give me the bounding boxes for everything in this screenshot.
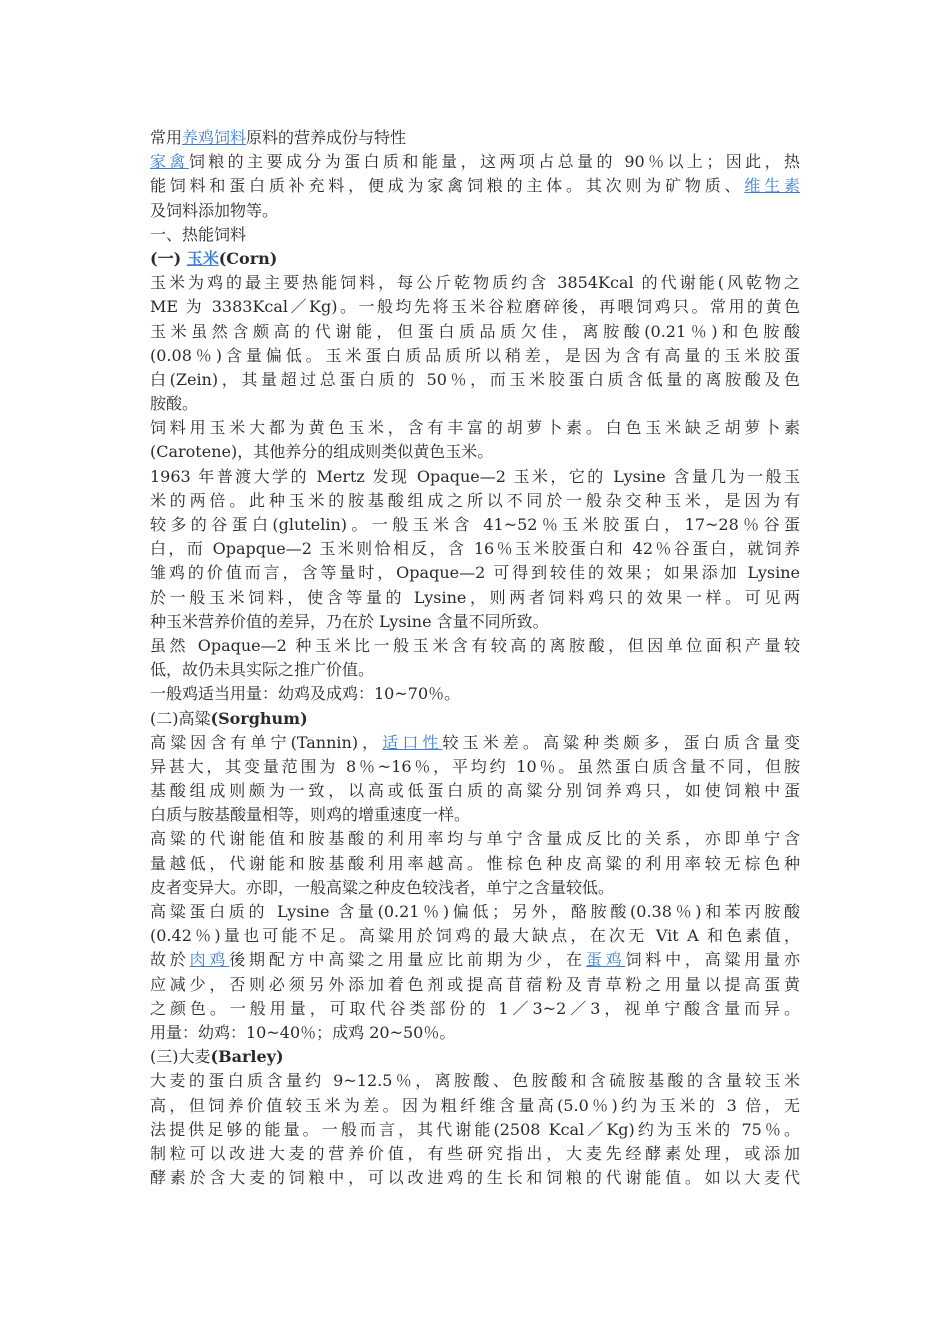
text-line: 雏鸡的价值而言，含等量时，Opaque—2 可得到较佳的效果；如果添加 Lysine	[150, 563, 800, 583]
text-line: 胺酸。	[150, 394, 199, 414]
text-line: 白(Zein)，其量超过总蛋白质的 50％，而玉米胶蛋白质含低量的离胺酸及色	[150, 369, 800, 389]
corn-link[interactable]: 玉米	[186, 248, 219, 268]
heading-text: (三)大麦	[150, 1047, 211, 1067]
text-line: 应减少，否则必须另外添加着色剂或提高苜蓿粉及青草粉之用量以提高蛋黄	[150, 974, 800, 994]
body-text: 高粱因含有单宁(Tannin)，	[150, 732, 383, 752]
intro-text: 及饲料添加物等。	[150, 200, 279, 220]
body-text: 饲料中，高粱用量亦	[625, 950, 800, 970]
text-line: 玉米为鸡的最主要热能饲料，每公斤乾物质约含 3854Kcal 的代谢能(风乾物之	[150, 273, 800, 293]
intro-line	[150, 174, 800, 198]
text-line: (0.08％)含量偏低。玉米蛋白质品质所以稍差，是因为含有高量的玉米胶蛋	[150, 345, 800, 365]
text-line: 酵素於含大麦的饲粮中，可以改进鸡的生长和饲粮的代谢能值。如以大麦代	[150, 1168, 800, 1188]
sorghum-section-rest	[150, 973, 800, 1046]
text-line: 大麦的蛋白质含量约 9~12.5％，离胺酸、色胺酸和含硫胺基酸的含量较玉米	[150, 1071, 800, 1091]
text-line: 於一般玉米饲料，使含等量的 Lysine，则两者饲料鸡只的效果一样。可见两	[150, 587, 800, 607]
barley-section	[150, 1069, 800, 1190]
heading-text: (二)高粱	[150, 708, 211, 728]
text-line: 较多的谷蛋白(glutelin)。一般玉米含 41~52％玉米胶蛋白，17~28％谷蛋	[150, 515, 800, 534]
text-line: 白，而 Opapque—2 玉米则恰相反，含 16％玉米胶蛋白和 42％谷蛋白，就饲养	[150, 539, 800, 559]
text-line: 法提供足够的能量。一般而言，其代谢能(2508 Kcal／Kg)约为玉米的 75％。	[150, 1119, 800, 1139]
document-page	[150, 126, 800, 1190]
text-line: (Carotene)，其他养分的组成则类似黄色玉米。	[150, 442, 494, 462]
text-line: 白质与胺基酸量相等，则鸡的增重速度一样。	[150, 805, 471, 825]
body-text: 故於	[150, 950, 190, 970]
text-line: 之颜色。一般用量，可取代谷类部份的 1／3~2／3，视单宁酸含量而异。	[150, 998, 800, 1018]
text-line: 高粱蛋白质的 Lysine 含量(0.21％)偏低；另外，酪胺酸(0.38％)和苯丙胺酸	[150, 902, 800, 921]
body-text: 较玉米差。高粱种类颇多，蛋白质含量变	[442, 732, 800, 752]
corn-section	[150, 271, 800, 706]
text-line: 基酸组成则颇为一致，以高或低蛋白质的高粱分别饲养鸡只，如使饲粮中蛋	[150, 781, 800, 801]
text-line: 饲料用玉米大都为黄色玉米，含有丰富的胡萝卜素。白色玉米缺乏胡萝卜素	[150, 418, 800, 438]
text-line: (0.42％)量也可能不足。高粱用於饲鸡的最大缺点，在次无 Vit A 和色素值，	[150, 926, 800, 946]
text-line: 玉米虽然含颇高的代谢能，但蛋白质品质欠佳，离胺酸(0.21％)和色胺酸	[150, 321, 800, 341]
text-line: 制粒可以改进大麦的营养价值，有些研究指出，大麦先经酵素处理，或添加	[150, 1143, 800, 1163]
intro-line	[150, 199, 800, 223]
intro-text: 饲粮的主要成分为蛋白质和能量，这两项占总量的 90％以上；因此，热	[188, 152, 800, 172]
title-text-rest: 原料的营养成份与特性	[246, 128, 407, 147]
text-line: ME 为 3383Kcal／Kg)。一般均先将玉米谷粒磨碎後，再喂饲鸡只。常用的黄色	[150, 297, 800, 317]
barley-heading	[150, 1045, 800, 1069]
text-line: 1963 年普渡大学的 Mertz 发现 Opaque—2 玉米，它的 Lysine 含量几为一般玉	[150, 466, 800, 486]
text-line: 用量：幼鸡：10~40％；成鸡 20~50％。	[150, 1022, 456, 1042]
intro-text: 能饲料和蛋白质补充料，便成为家禽饲粮的主体。其次则为矿物质、	[150, 176, 745, 196]
poultry-feed-link[interactable]: 养鸡饲料	[182, 128, 247, 147]
intro-line	[150, 150, 800, 174]
text-line: 低，故仍未具实际之推广价值。	[150, 660, 375, 680]
section-heading: 一、热能饲料	[150, 224, 247, 244]
title-text: 常用	[150, 128, 183, 147]
text-line: 高粱的代谢能值和胺基酸的利用率均与单宁含量成反比的关系，亦即单宁含	[150, 829, 800, 849]
text-line: 一般鸡适当用量：幼鸡及成鸡：10~70％。	[150, 684, 461, 704]
text-line: 量越低，代谢能和胺基酸利用率越高。惟棕色种皮高粱的利用率较无棕色种	[150, 853, 800, 873]
heading-english: (Barley)	[210, 1047, 284, 1067]
document-title	[150, 126, 800, 150]
vitamin-link[interactable]: 维生素	[744, 176, 800, 196]
text-line: 米的两倍。此种玉米的胺基酸组成之所以不同於一般杂交种玉米，是因为有	[150, 490, 800, 510]
text-line: 异甚大，其变量范围为 8％~16％，平均约 10％。虽然蛋白质含量不同，但胺	[150, 756, 800, 776]
body-text: 後期配方中高粱之用量应比前期为少，在	[229, 950, 586, 970]
palatability-link[interactable]: 适口性	[382, 732, 443, 752]
corn-heading	[150, 247, 800, 271]
layer-hen-link[interactable]: 蛋鸡	[585, 950, 626, 970]
sorghum-line	[150, 948, 800, 972]
heading-number: (一)	[150, 248, 187, 268]
text-line: 皮者变异大。亦即，一般高粱之种皮色较浅者，单宁之含量较低。	[150, 877, 615, 897]
sorghum-heading	[150, 707, 800, 731]
broiler-link[interactable]: 肉鸡	[189, 950, 230, 970]
heading-english: (Sorghum)	[210, 708, 308, 728]
sorghum-line	[150, 731, 800, 755]
sorghum-section	[150, 755, 800, 949]
heading-english: (Corn)	[218, 248, 278, 268]
text-line: 高，但饲养价值较玉米为差。因为粗纤维含量高(5.0％)约为玉米的 3 倍，无	[150, 1095, 800, 1115]
text-line: 虽然 Opaque—2 种玉米比一般玉米含有较高的离胺酸，但因单位面积产量较	[150, 635, 800, 655]
text-line: 种玉米营养价值的差异，乃在於 Lysine 含量不同所致。	[150, 611, 549, 631]
poultry-link[interactable]: 家禽	[150, 152, 189, 172]
